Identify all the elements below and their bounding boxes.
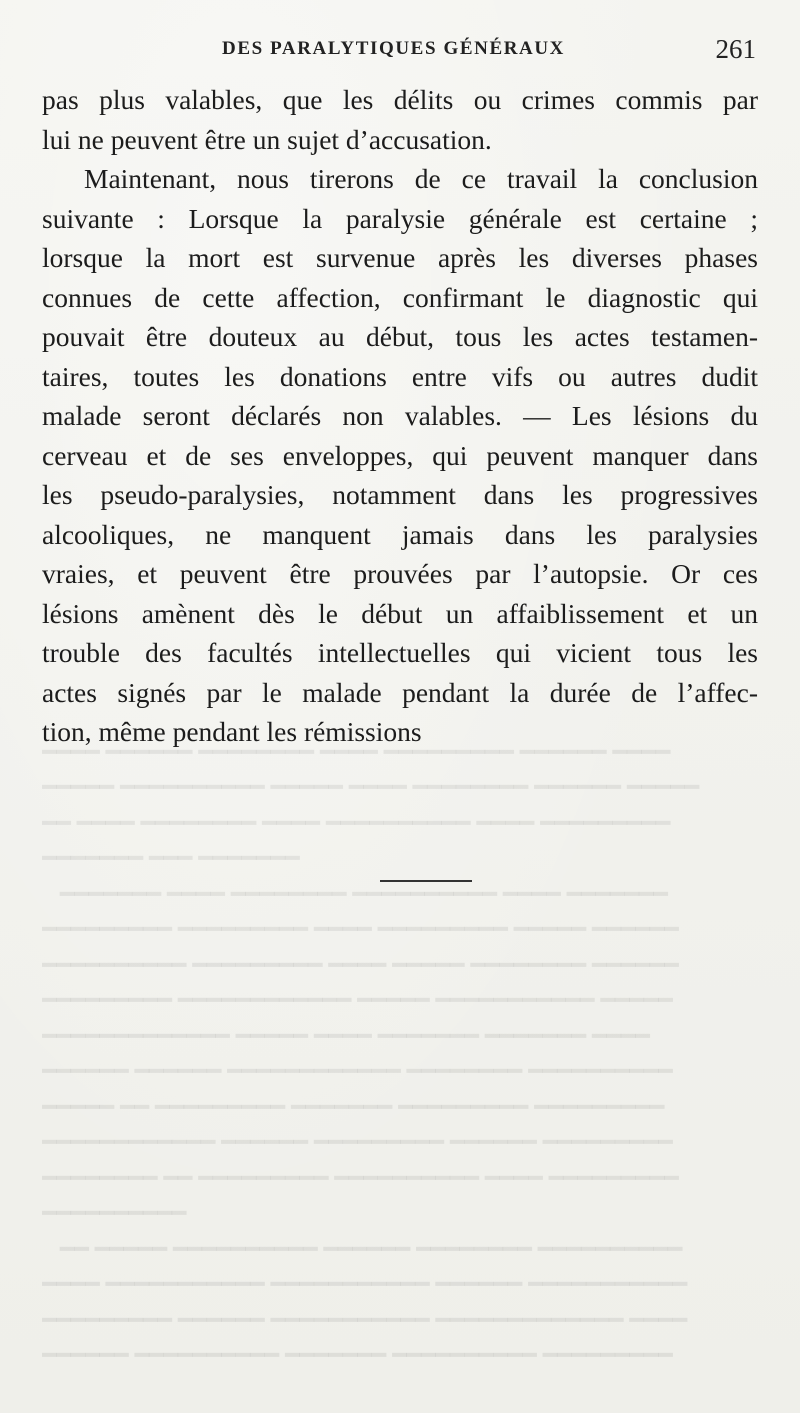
text-line: pouvait être douteux au début, tous les actes testamen- <box>42 321 758 352</box>
text-line: alcooliques, ne manquent jamais dans les paralysies <box>42 518 758 550</box>
body-text <box>42 80 758 752</box>
text-line: vraies, et peuvent être prouvées par l’autopsie. Or ces <box>42 558 758 589</box>
text-line: trouble des facultés intellectuelles qui vicient tous les <box>42 637 758 668</box>
bleed-through-texture: ━━━━ ━━━━━━ ━━━━━━━━ ━━━━ ━━━━━━━━━ ━━━━━━ ━━━━ ━━━━━ ━━━━━━━━━━ ━━━━━ ━━━━ ━━━━━━━━ ━━━━━━ ━━━━━ ━━ ━━━━ ━━━━━━━━ ━━━━ ━━━━━━━━━━ ━━━━ ━━━━━━━━━ ━━━━━━━ ━━━ ━━━━━━━ ━━━━━━━ ━━━━ ━━━━━━━━ ━━━━━━━━━━ ━━━━ ━━━━━━━ ━━━━━━━━━ ━━━━━━━━━ ━━━━ ━━━━━━━━━ ━━━━━ ━━━━━━ ━━━━━━━━━━ ━━━━━━━━━ ━━━━ ━━━━━ ━━━━━━━━ ━━━━━━ ━━━━━━━━━ ━━━━━━━━━━━━ ━━━━━ ━━━━━━━━━━━ ━━━━━ ━━━━━━━━━━━━━ ━━━━━ ━━━━ ━━━━━━━ ━━━━━━━ ━━━━ ━━━━━━ ━━━━━━ ━━━━━━━━━━━━ ━━━━━━━━ ━━━━━━━━━━ ━━━━━ ━━ ━━━━━━━━━ ━━━━━━━ ━━━━━━━━━ ━━━━━━━━━ ━━━━━━━━━━━━ ━━━━━━ ━━━━━━━━━ ━━━━━━ ━━━━━━━━━ ━━━━━━━━ ━━ ━━━━━━━━━ ━━━━━━━━━━ ━━━━ ━━━━━━━━━ ━━━━━━━━━━ ━━ ━━━━━ ━━━━━━━━━━ ━━━━━━ ━━━━━━━━ ━━━━━━━━━━ ━━━━ ━━━━━━━━━━━ ━━━━━━━━━━━ ━━━━━━ ━━━━━━━━━━━ ━━━━━━━━━ ━━━━━━ ━━━━━━━━━━━ ━━━━━━━━━━━━━ ━━━━ ━━━━━━ ━━━━━━━━━━ ━━━━━━━ ━━━━━━━━━━ ━━━━━━━━━ <box>42 739 700 1369</box>
page-number: 261 <box>715 34 756 64</box>
text-line: les pseudo-paralysies, notamment dans les progressives <box>42 479 758 510</box>
paragraph-first-line: Maintenant, nous tirerons de ce travail la conclusion <box>84 163 758 194</box>
text-line: connues de cette affection, confirmant le diagnostic qui <box>42 281 758 313</box>
text-line: tion, même pendant les rémissions <box>42 716 422 747</box>
text-line: pas plus valables, que les délits ou crimes commis par <box>42 84 758 115</box>
section-end-rule <box>380 880 472 882</box>
text-line: lorsque la mort est survenue après les diverses phases <box>42 242 758 273</box>
text-line: cerveau et de ses enveloppes, qui peuvent manquer dans <box>42 439 758 471</box>
text-line: taires, toutes les donations entre vifs ou autres dudit <box>42 360 758 392</box>
text-line: suivante : Lorsque la paralysie générale est certaine ; <box>42 202 758 234</box>
text-line: lui ne peuvent être un sujet d’accusation. <box>42 123 492 155</box>
running-head: DES PARALYTIQUES GÉNÉRAUX <box>222 38 566 59</box>
text-line: actes signés par le malade pendant la durée de l’affec- <box>42 676 758 708</box>
page-header <box>0 34 800 74</box>
text-line: lésions amènent dès le début un affaiblissement et un <box>42 597 758 629</box>
text-line: malade seront déclarés non valables. — Les lésions du <box>42 400 758 431</box>
